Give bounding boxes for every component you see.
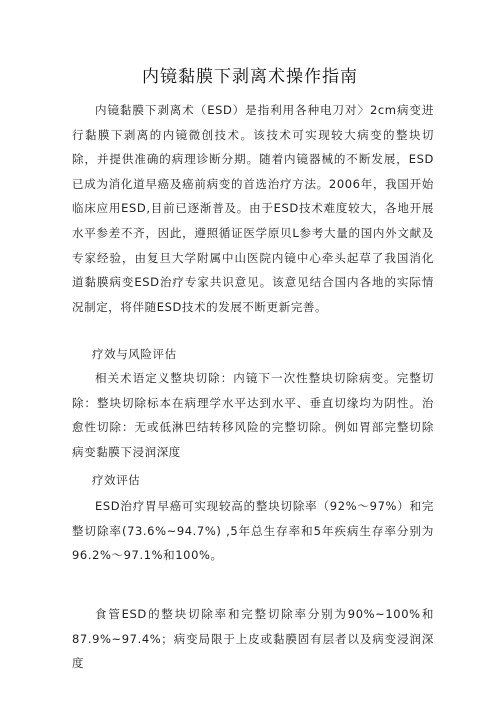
gastric-esd-paragraph: ESD治疗胃早癌可实现较高的整块切除率（92%～97%）和完整切除率(73.6%~94.7%) ,5年总生存率和5年疾病生存率分别为96.2%～97.1%和100%。	[72, 499, 434, 563]
definitions-paragraph: 相关术语定义整块切除：内镜下一次性整块切除病变。完整切除：整块切除标本在病理学水平达到水平、垂直切缘均为阴性。治愈性切除：无或低淋巴结转移风险的完整切除。例如胃部完整切除病变黏膜下浸润深度	[72, 371, 434, 459]
esophageal-esd-paragraph: 食管ESD的整块切除率和完整切除率分别为90%~100%和87.9%~97.4%；病变局限于上皮或黏膜固有层者以及病变浸润深度	[72, 607, 434, 671]
section-heading-efficacy: 疗效评估	[92, 473, 141, 487]
section-heading-evaluation: 疗效与风险评估	[92, 347, 177, 361]
intro-paragraph: 内镜黏膜下剥离术（ESD）是指利用各种电刀对〉2cm病变进行黏膜下剥离的内镜微创技术。该技术可实现较大病变的整块切除，并提供准确的病理诊断分期。随着内镜器械的不断发展，ESD已成为消化道早癌及癌前病变的首选治疗方法。2006年，我国开始临床应用ESD,目前已逐渐普及。由于ESD技术难度较大，各地开展水平参差不齐，因此，遵照循证医学原贝L参考大量的国内外文献及专家经验，由复旦大学附属中山医院内镜中心牵头起草了我国消化道黏膜病变ESD治疗专家共识意见。该意见结合国内各地的实际情况制定，将伴随ESD技术的发展不断更新完善。	[72, 103, 434, 314]
page-title: 内镜黏膜下剥离术操作指南	[142, 67, 358, 87]
